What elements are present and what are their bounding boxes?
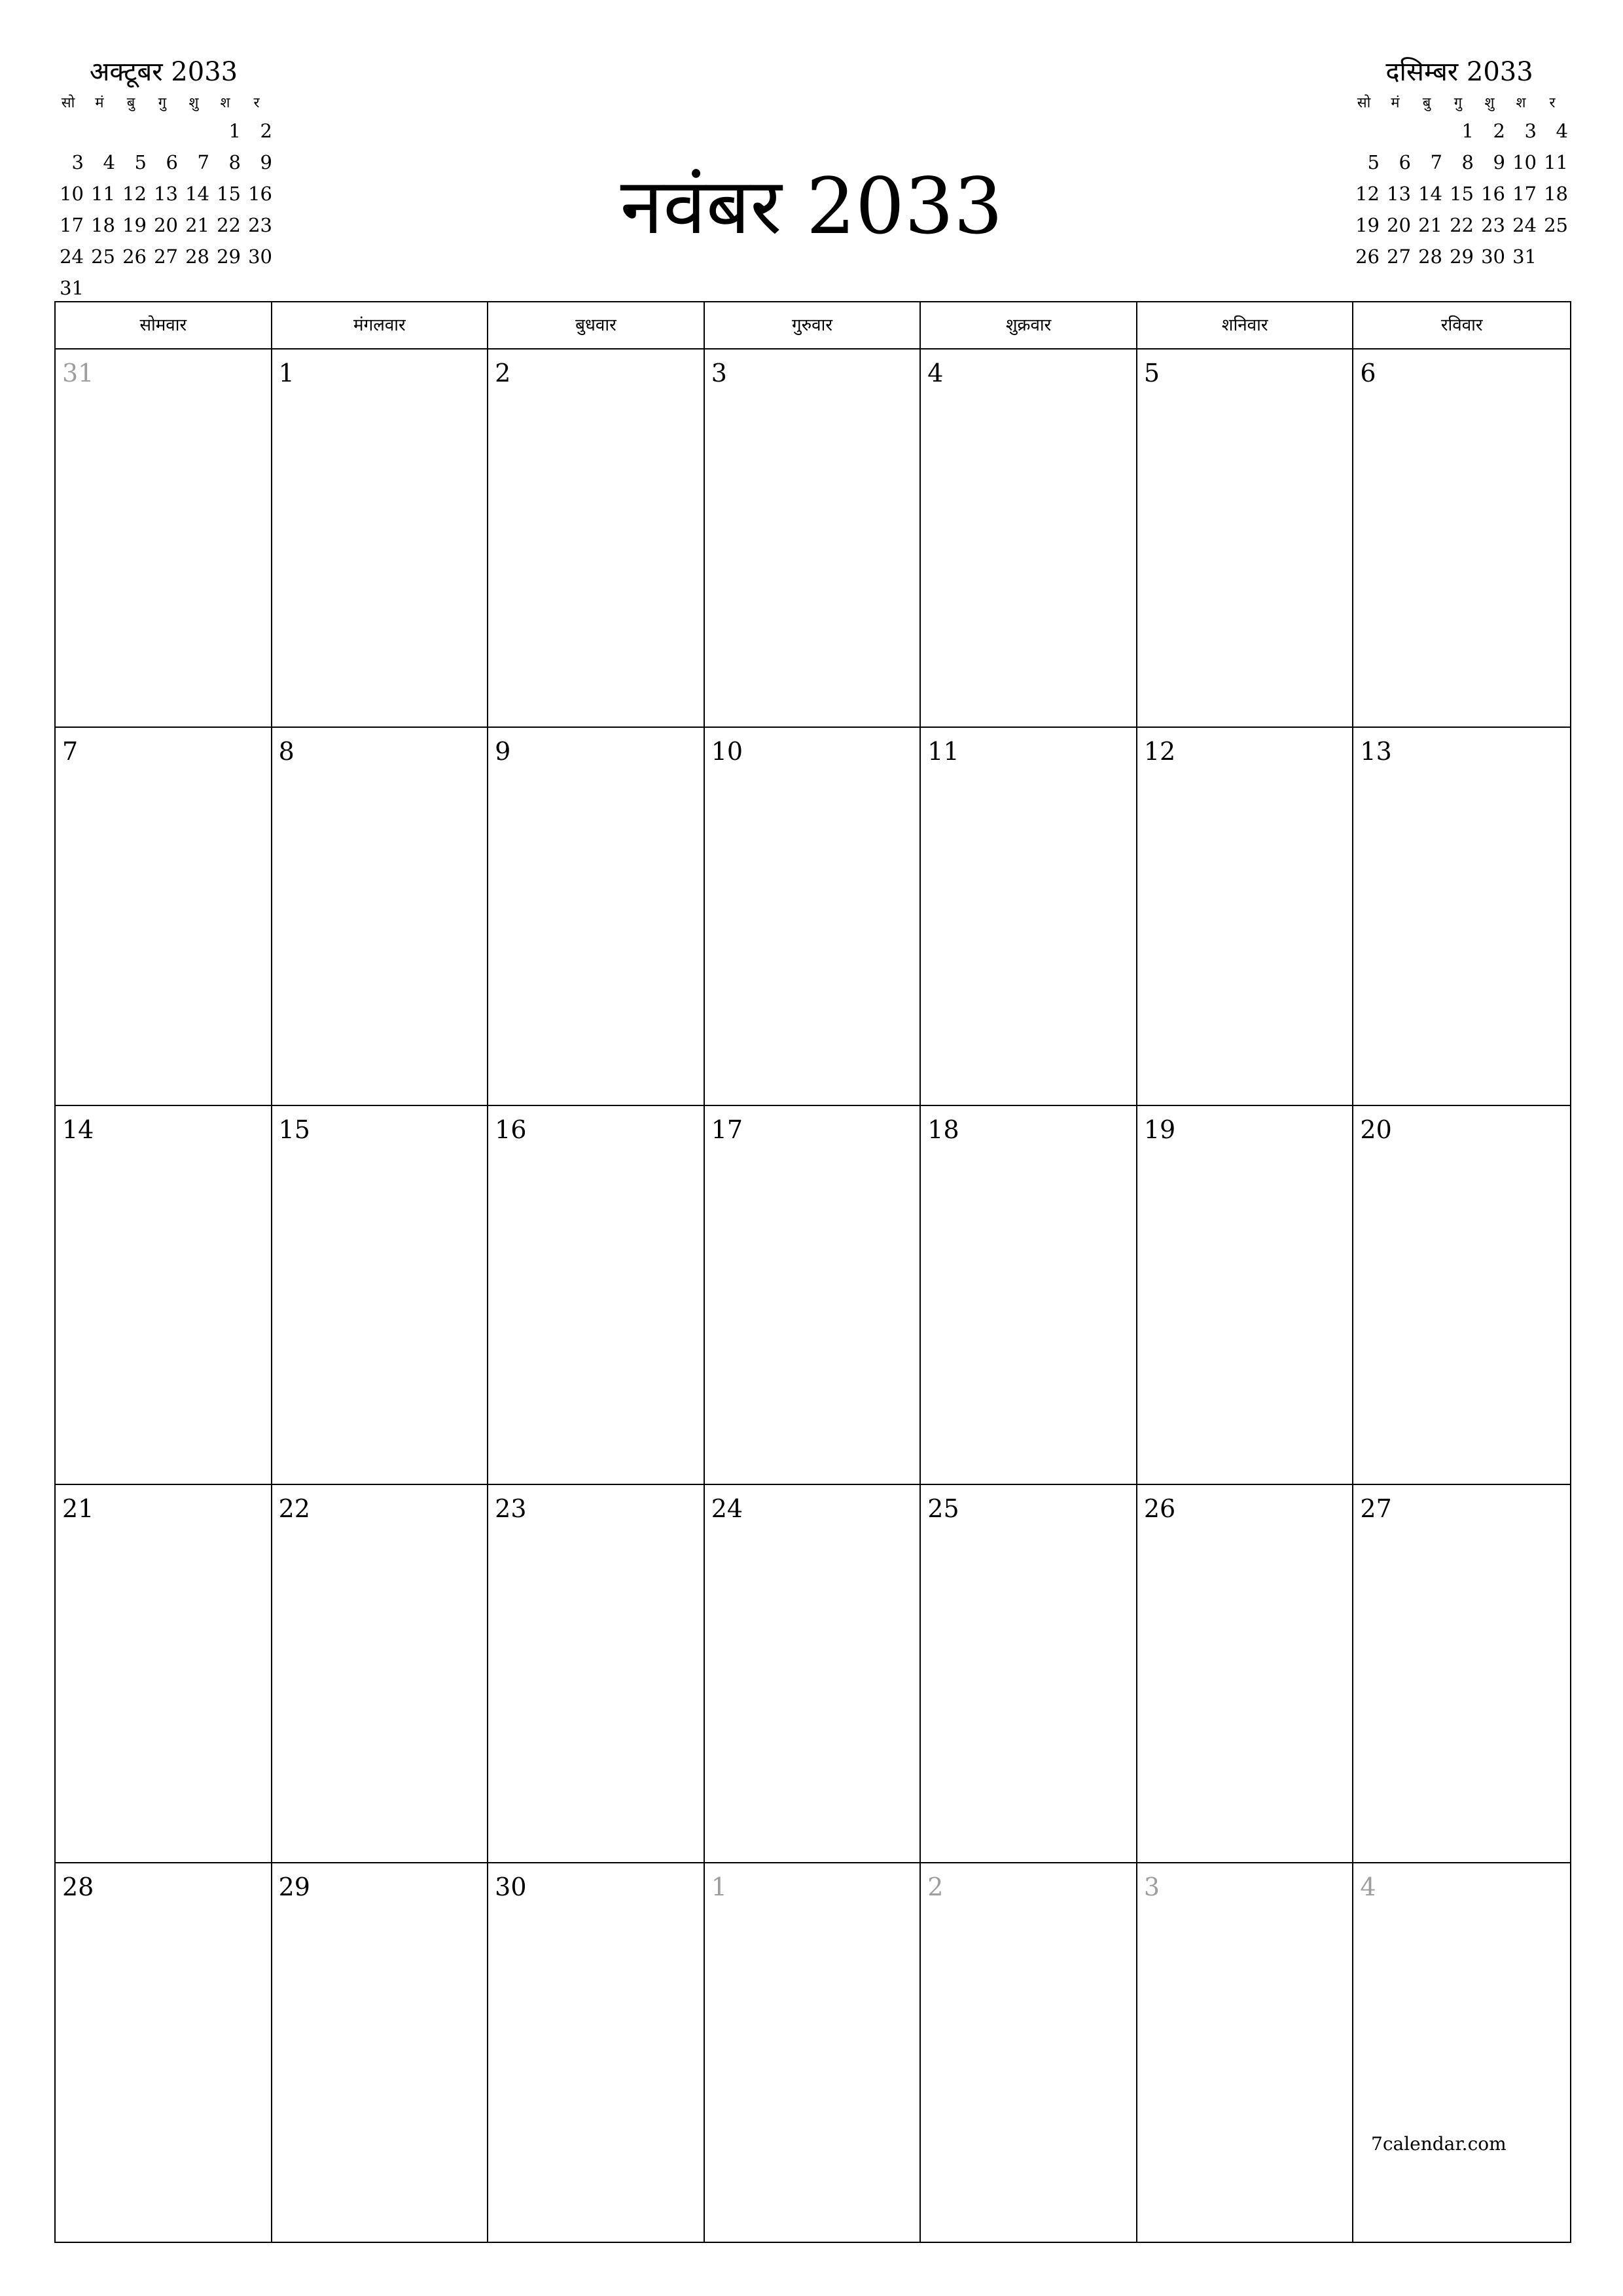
mini-day: 9 — [260, 151, 272, 173]
mini-day: 24 — [1512, 214, 1537, 236]
mini-day: 16 — [1481, 183, 1505, 205]
day-number: 2 — [927, 1872, 944, 1901]
day-number: 3 — [711, 359, 727, 387]
mini-day: 28 — [1418, 245, 1442, 268]
mini-day: 10 — [60, 183, 84, 205]
day-cell — [921, 1485, 1137, 1863]
day-number: 10 — [711, 737, 743, 766]
day-cell — [921, 1863, 1137, 2242]
weekday-header: शुक्रवार — [921, 302, 1137, 350]
day-cell — [56, 350, 272, 728]
weekday-header: मंगलवार — [272, 302, 489, 350]
mini-day: 25 — [1544, 214, 1568, 236]
day-number: 30 — [495, 1872, 527, 1901]
day-number: 25 — [927, 1494, 959, 1523]
mini-day: 24 — [60, 245, 84, 268]
mini-day: 11 — [91, 183, 115, 205]
mini-day: 12 — [1355, 183, 1380, 205]
mini-day: 13 — [1387, 183, 1411, 205]
day-number: 16 — [495, 1115, 527, 1145]
mini-day: 16 — [248, 183, 272, 205]
mini-day: 3 — [71, 151, 84, 173]
mini-day: 7 — [1430, 151, 1442, 173]
mini-day: 29 — [217, 245, 241, 268]
mini-day: 14 — [185, 183, 209, 205]
mini-weekday-label: बु — [126, 95, 135, 111]
mini-day: 12 — [122, 183, 147, 205]
day-number: 18 — [927, 1115, 959, 1145]
day-cell — [705, 728, 921, 1106]
day-number: 23 — [495, 1494, 527, 1523]
day-number: 28 — [62, 1872, 94, 1901]
day-number: 17 — [711, 1115, 743, 1145]
mini-weekday-label: श — [220, 95, 230, 111]
mini-day: 2 — [1493, 120, 1505, 142]
mini-day: 11 — [1544, 151, 1568, 173]
day-number: 11 — [927, 737, 959, 766]
mini-empty-cell — [115, 115, 147, 147]
mini-empty-cell — [52, 115, 84, 147]
mini-day: 30 — [1481, 245, 1505, 268]
mini-weekday-label: बु — [1422, 95, 1431, 111]
day-cell — [705, 1863, 921, 2242]
day-cell — [1353, 728, 1570, 1106]
day-number: 19 — [1143, 1115, 1176, 1145]
day-cell — [1137, 1863, 1354, 2242]
day-number: 12 — [1143, 737, 1176, 766]
mini-day: 31 — [1512, 245, 1537, 268]
day-number: 20 — [1360, 1115, 1392, 1145]
mini-calendar-title: अक्टूबर 2033 — [89, 57, 238, 87]
day-cell — [272, 1863, 489, 2242]
mini-weekday-label: शु — [1484, 95, 1495, 111]
mini-day: 4 — [1556, 120, 1568, 142]
mini-day: 23 — [248, 214, 272, 236]
mini-day: 21 — [185, 214, 209, 236]
day-number: 4 — [927, 359, 944, 387]
day-number: 5 — [1143, 359, 1160, 387]
mini-day: 21 — [1418, 214, 1442, 236]
day-cell — [705, 1106, 921, 1484]
mini-day: 17 — [60, 214, 84, 236]
mini-day: 7 — [197, 151, 209, 173]
mini-day: 6 — [1399, 151, 1411, 173]
mini-day: 28 — [185, 245, 209, 268]
day-cell — [56, 1863, 272, 2242]
day-cell — [56, 728, 272, 1106]
mini-weekday-label: श — [1516, 95, 1526, 111]
mini-empty-cell — [1348, 115, 1380, 147]
mini-day: 27 — [1387, 245, 1411, 268]
day-cell — [1137, 350, 1354, 728]
mini-weekday-label: र — [253, 95, 260, 111]
mini-weekday-label: गु — [1454, 95, 1463, 111]
day-cell — [272, 1106, 489, 1484]
day-number: 7 — [62, 737, 79, 766]
mini-day: 17 — [1512, 183, 1537, 205]
weekday-header: सोमवार — [56, 302, 272, 350]
day-cell — [1137, 1106, 1354, 1484]
mini-day: 1 — [1461, 120, 1474, 142]
mini-day: 22 — [1450, 214, 1474, 236]
mini-calendar-previous-month — [52, 52, 275, 304]
mini-day: 27 — [154, 245, 178, 268]
day-cell — [921, 1106, 1137, 1484]
mini-calendar-next-month — [1348, 52, 1571, 272]
mini-day: 5 — [134, 151, 147, 173]
day-cell — [56, 1106, 272, 1484]
day-cell — [488, 1106, 705, 1484]
mini-day: 6 — [166, 151, 178, 173]
mini-weekday-label: मं — [95, 95, 104, 111]
day-number: 27 — [1360, 1494, 1392, 1523]
day-number: 2 — [495, 359, 511, 387]
day-cell — [272, 350, 489, 728]
day-number: 1 — [711, 1872, 727, 1901]
mini-day: 25 — [91, 245, 115, 268]
mini-weekday-label: गु — [158, 95, 167, 111]
mini-weekday-label: सो — [61, 95, 75, 111]
weekday-header: रविवार — [1353, 302, 1570, 350]
mini-day: 4 — [103, 151, 115, 173]
mini-day: 15 — [1450, 183, 1474, 205]
day-cell — [1353, 1485, 1570, 1863]
mini-day: 9 — [1493, 151, 1505, 173]
mini-day: 3 — [1524, 120, 1537, 142]
day-number: 4 — [1360, 1872, 1376, 1901]
day-number: 21 — [62, 1494, 94, 1523]
day-number: 31 — [62, 359, 94, 387]
mini-day: 31 — [60, 277, 84, 299]
mini-calendar-grid — [52, 92, 275, 304]
mini-weekday-label: मं — [1391, 95, 1400, 111]
day-cell — [272, 728, 489, 1106]
mini-day: 5 — [1367, 151, 1380, 173]
day-cell — [488, 1485, 705, 1863]
day-number: 14 — [62, 1115, 94, 1145]
mini-day: 18 — [91, 214, 115, 236]
day-cell — [56, 1485, 272, 1863]
mini-weekday-label: र — [1549, 95, 1556, 111]
mini-day: 23 — [1481, 214, 1505, 236]
day-number: 15 — [278, 1115, 310, 1145]
mini-day: 26 — [1355, 245, 1380, 268]
day-number: 6 — [1360, 359, 1376, 387]
mini-day: 22 — [217, 214, 241, 236]
mini-day: 15 — [217, 183, 241, 205]
day-cell — [272, 1485, 489, 1863]
day-cell — [1137, 1485, 1354, 1863]
month-grid — [54, 301, 1571, 2243]
day-number: 22 — [278, 1494, 310, 1523]
mini-day: 8 — [1461, 151, 1474, 173]
mini-day: 8 — [228, 151, 241, 173]
mini-day: 10 — [1512, 151, 1537, 173]
day-cell — [705, 1485, 921, 1863]
day-number: 29 — [278, 1872, 310, 1901]
mini-day: 30 — [248, 245, 272, 268]
day-number: 8 — [278, 737, 294, 766]
page-title: नवंबर 2033 — [620, 161, 1003, 251]
mini-day: 14 — [1418, 183, 1442, 205]
mini-day: 18 — [1544, 183, 1568, 205]
day-cell — [488, 728, 705, 1106]
day-number: 13 — [1360, 737, 1392, 766]
mini-empty-cell — [84, 115, 115, 147]
mini-day: 20 — [1387, 214, 1411, 236]
mini-calendar-grid — [1348, 92, 1571, 272]
day-cell — [705, 350, 921, 728]
mini-empty-cell — [1380, 115, 1411, 147]
mini-day: 1 — [228, 120, 241, 142]
mini-day: 19 — [122, 214, 147, 236]
day-cell — [921, 350, 1137, 728]
mini-empty-cell — [178, 115, 209, 147]
day-cell — [1137, 728, 1354, 1106]
mini-day: 19 — [1355, 214, 1380, 236]
day-number: 26 — [1143, 1494, 1176, 1523]
day-number: 3 — [1143, 1872, 1160, 1901]
mini-empty-cell — [1411, 115, 1442, 147]
mini-day: 2 — [260, 120, 272, 142]
mini-weekday-label: सो — [1357, 95, 1371, 111]
mini-day: 20 — [154, 214, 178, 236]
day-cell — [1353, 350, 1570, 728]
day-cell — [1353, 1106, 1570, 1484]
day-cell — [1353, 1863, 1570, 2242]
site-credit: 7calendar.com — [1371, 2133, 1507, 2155]
day-cell — [921, 728, 1137, 1106]
mini-empty-cell — [147, 115, 178, 147]
day-cell — [488, 1863, 705, 2242]
day-number: 1 — [278, 359, 294, 387]
mini-day: 26 — [122, 245, 147, 268]
weekday-header: शनिवार — [1137, 302, 1354, 350]
mini-calendar-title: दसिम्बर 2033 — [1385, 57, 1533, 87]
day-cell — [488, 350, 705, 728]
mini-weekday-label: शु — [188, 95, 199, 111]
weekday-header: गुरुवार — [705, 302, 921, 350]
day-number: 9 — [495, 737, 511, 766]
weekday-header: बुधवार — [488, 302, 705, 350]
day-number: 24 — [711, 1494, 743, 1523]
mini-day: 29 — [1450, 245, 1474, 268]
mini-day: 13 — [154, 183, 178, 205]
